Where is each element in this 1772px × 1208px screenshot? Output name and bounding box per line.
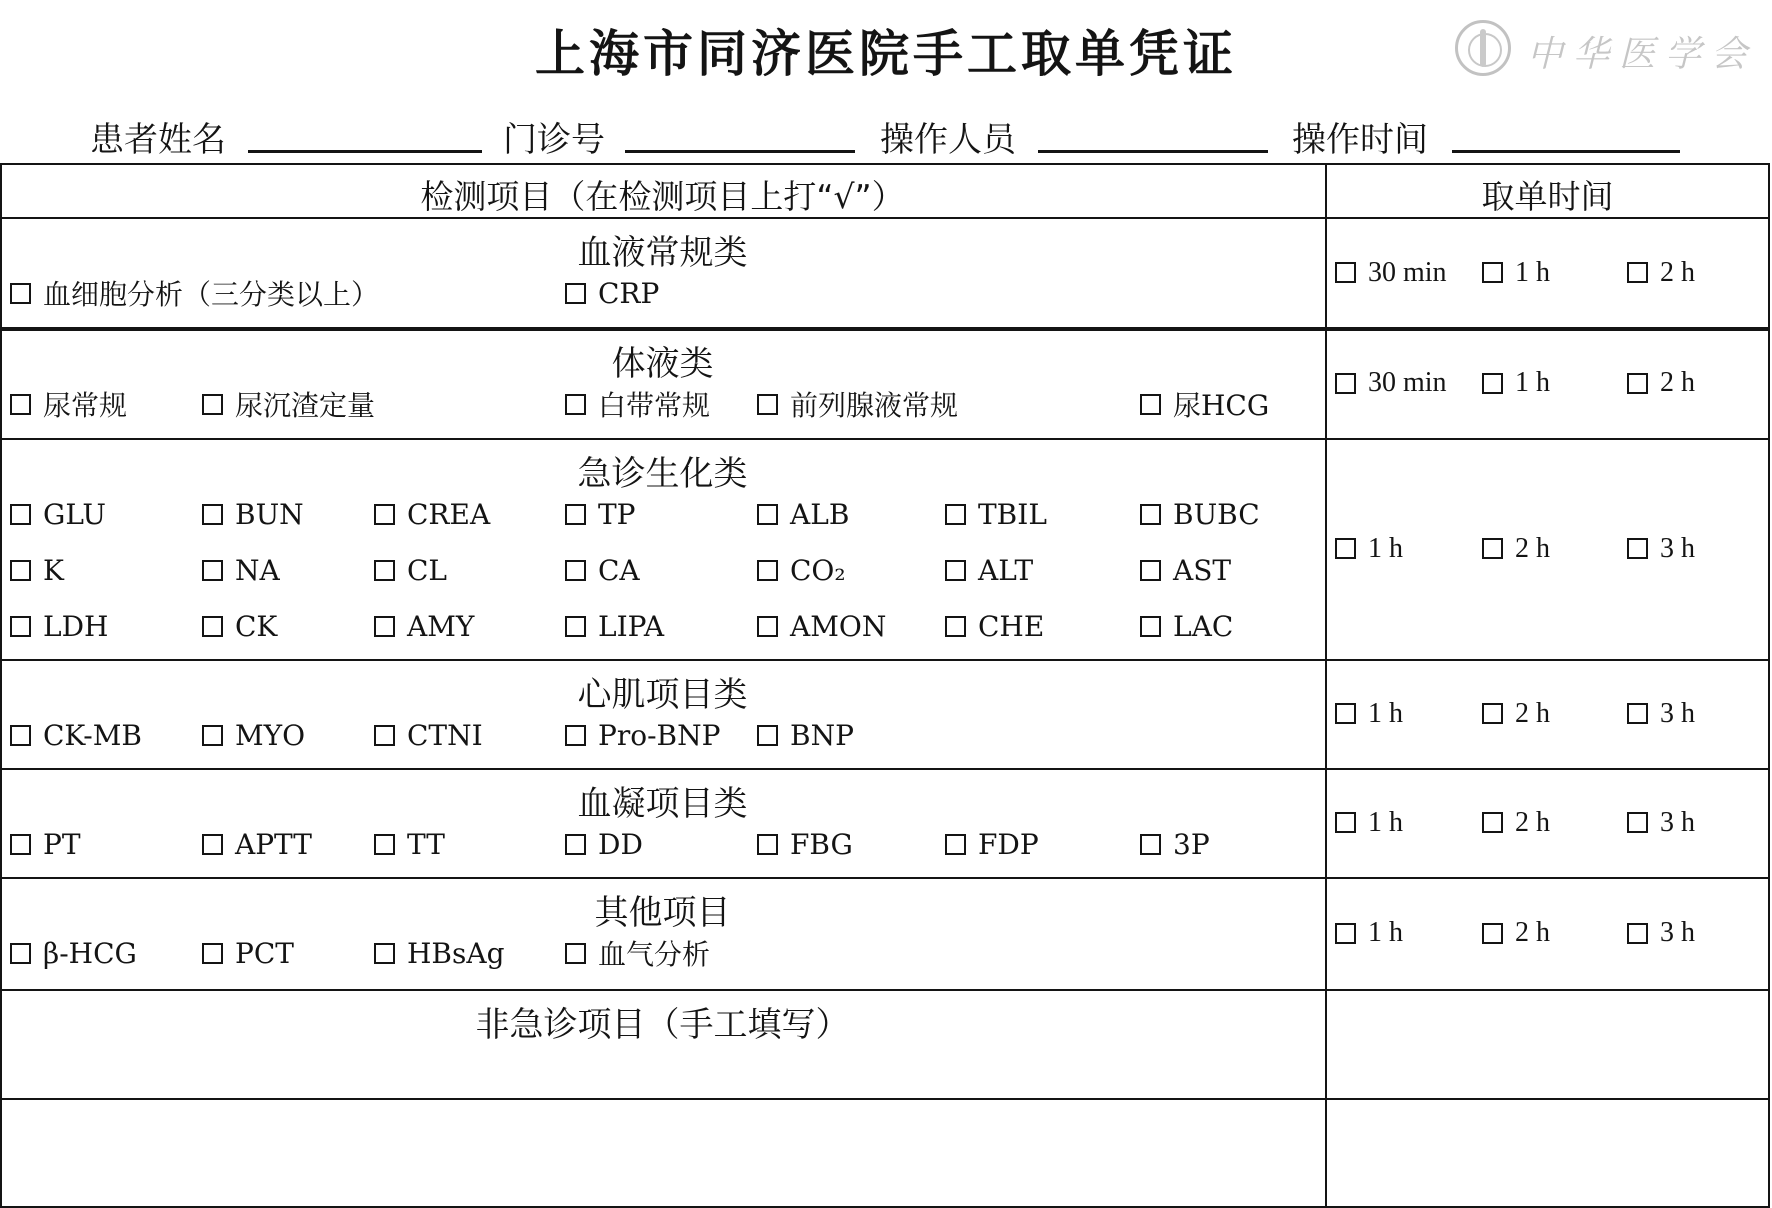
checkbox-square-icon[interactable] xyxy=(1335,538,1356,559)
checkbox-square-icon[interactable] xyxy=(1140,834,1161,855)
test-item-label: TP xyxy=(598,497,636,531)
test-item-label: CTNI xyxy=(407,718,483,752)
checkbox-square-icon[interactable] xyxy=(374,504,395,525)
test-item-checkbox[interactable] xyxy=(10,552,64,588)
pickup-time-checkbox[interactable] xyxy=(1482,805,1550,841)
pickup-time-label: 2 h xyxy=(1660,256,1695,288)
test-item-checkbox[interactable] xyxy=(757,826,853,862)
test-item-checkbox[interactable] xyxy=(202,552,280,588)
test-item-label: 血细胞分析（三分类以上） xyxy=(43,278,380,311)
test-item-label: CK-MB xyxy=(43,718,143,752)
checkbox-square-icon[interactable] xyxy=(565,504,586,525)
checkbox-square-icon[interactable] xyxy=(565,943,586,964)
section-category-title: 体液类 xyxy=(611,344,714,384)
checkbox-square-icon[interactable] xyxy=(565,616,586,637)
test-item-label: 尿沉渣定量 xyxy=(235,389,376,422)
test-item-label: 白带常规 xyxy=(598,389,711,422)
test-item-checkbox[interactable] xyxy=(374,717,483,753)
table-row-divider xyxy=(0,327,1770,331)
section-category-title: 血液常规类 xyxy=(577,233,748,273)
field-input-line[interactable] xyxy=(1038,126,1268,153)
pickup-time-checkbox[interactable] xyxy=(1335,805,1403,841)
pickup-time-label: 2 h xyxy=(1515,806,1550,838)
pickup-time-checkbox[interactable] xyxy=(1335,255,1447,291)
field-label: 门诊号 xyxy=(503,120,605,160)
checkbox-square-icon[interactable] xyxy=(757,725,778,746)
test-item-label: AMY xyxy=(407,609,475,643)
test-item-label: K xyxy=(43,553,64,587)
checkbox-square-icon[interactable] xyxy=(1335,923,1356,944)
checkbox-square-icon[interactable] xyxy=(1482,373,1503,394)
checkbox-square-icon[interactable] xyxy=(945,560,966,581)
test-item-checkbox[interactable] xyxy=(1140,386,1269,422)
field-label: 操作人员 xyxy=(880,120,1016,160)
field-input-line[interactable] xyxy=(248,126,482,153)
header-test-items: 检测项目（在检测项目上打“√”） xyxy=(420,177,905,216)
test-item-label: GLU xyxy=(43,497,107,531)
test-item-label: LAC xyxy=(1173,609,1234,643)
test-item-checkbox[interactable] xyxy=(374,608,474,644)
test-item-label: LDH xyxy=(43,609,109,643)
pickup-time-checkbox[interactable] xyxy=(1482,531,1550,567)
test-item-label: 尿HCG xyxy=(1173,389,1270,422)
test-item-label: 血气分析 xyxy=(598,938,711,971)
pickup-time-label: 2 h xyxy=(1515,532,1550,564)
checkbox-square-icon[interactable] xyxy=(374,943,395,964)
test-item-label: MYO xyxy=(235,718,306,752)
checkbox-square-icon[interactable] xyxy=(945,834,966,855)
pickup-time-label: 1 h xyxy=(1368,697,1403,729)
test-item-checkbox[interactable] xyxy=(565,608,664,644)
test-item-label: BUN xyxy=(235,497,304,531)
non-emergency-items-title: 非急诊项目（手工填写） xyxy=(475,1005,850,1045)
checkbox-square-icon[interactable] xyxy=(1335,703,1356,724)
section-category-title: 急诊生化类 xyxy=(577,454,748,494)
table-row-divider xyxy=(0,659,1770,661)
pickup-time-checkbox[interactable] xyxy=(1335,365,1447,401)
table-row-divider xyxy=(0,989,1770,991)
test-item-label: AMON xyxy=(790,609,887,643)
test-item-checkbox[interactable] xyxy=(202,717,305,753)
pickup-time-label: 2 h xyxy=(1660,367,1695,398)
test-item-checkbox[interactable] xyxy=(1140,552,1231,588)
checkbox-square-icon[interactable] xyxy=(10,725,31,746)
table-row-divider xyxy=(0,877,1770,879)
test-item-checkbox[interactable] xyxy=(374,552,447,588)
society-seal-icon xyxy=(1455,20,1511,76)
checkbox-square-icon[interactable] xyxy=(10,283,31,304)
checkbox-square-icon[interactable] xyxy=(1627,923,1648,944)
test-item-checkbox[interactable] xyxy=(757,608,886,644)
test-item-checkbox[interactable] xyxy=(10,717,142,753)
pickup-time-label: 30 min xyxy=(1368,367,1447,398)
pickup-time-label: 1 h xyxy=(1368,806,1403,838)
test-item-checkbox[interactable] xyxy=(1140,496,1260,532)
pickup-time-label: 3 h xyxy=(1660,917,1695,948)
checkbox-square-icon[interactable] xyxy=(565,283,586,304)
test-item-label: PT xyxy=(43,827,81,861)
test-item-checkbox[interactable] xyxy=(10,275,379,311)
test-item-label: FDP xyxy=(978,827,1039,861)
checkbox-square-icon[interactable] xyxy=(202,725,223,746)
table-row-divider xyxy=(0,438,1770,440)
test-item-label: CA xyxy=(598,553,640,587)
test-item-checkbox[interactable] xyxy=(10,386,127,422)
pickup-time-checkbox[interactable] xyxy=(1627,255,1695,291)
checkbox-square-icon[interactable] xyxy=(757,616,778,637)
pickup-time-checkbox[interactable] xyxy=(1627,915,1695,951)
checkbox-square-icon[interactable] xyxy=(1140,504,1161,525)
pickup-time-label: 2 h xyxy=(1515,697,1550,729)
test-item-checkbox[interactable] xyxy=(757,717,854,753)
test-item-checkbox[interactable] xyxy=(10,935,137,971)
test-item-label: Pro-BNP xyxy=(598,718,721,752)
pickup-time-checkbox[interactable] xyxy=(1335,696,1403,732)
checkbox-square-icon[interactable] xyxy=(945,616,966,637)
test-item-label: BNP xyxy=(790,718,854,752)
pickup-time-checkbox[interactable] xyxy=(1335,531,1403,567)
table-row-divider xyxy=(0,163,1770,165)
test-item-checkbox[interactable] xyxy=(202,496,304,532)
checkbox-square-icon[interactable] xyxy=(1627,262,1648,283)
test-item-label: TBIL xyxy=(978,497,1047,531)
test-item-label: CRP xyxy=(598,276,660,310)
test-item-checkbox[interactable] xyxy=(757,496,849,532)
test-item-label: CHE xyxy=(978,609,1045,643)
test-item-label: β-HCG xyxy=(43,936,137,970)
checkbox-square-icon[interactable] xyxy=(565,725,586,746)
test-item-checkbox[interactable] xyxy=(757,552,846,588)
checkbox-square-icon[interactable] xyxy=(1140,616,1161,637)
checkbox-square-icon[interactable] xyxy=(202,616,223,637)
test-item-label: DD xyxy=(598,827,643,861)
test-item-checkbox[interactable] xyxy=(565,826,643,862)
test-item-label: TT xyxy=(407,827,445,861)
test-item-checkbox[interactable] xyxy=(202,935,294,971)
test-item-checkbox[interactable] xyxy=(565,552,640,588)
non-emergency-write-area[interactable] xyxy=(4,1053,1319,1193)
test-item-checkbox[interactable] xyxy=(1140,608,1233,644)
checkbox-square-icon[interactable] xyxy=(202,560,223,581)
checkbox-square-icon[interactable] xyxy=(565,394,586,415)
pickup-time-label: 30 min xyxy=(1368,256,1447,288)
checkbox-square-icon[interactable] xyxy=(202,834,223,855)
test-item-label: AST xyxy=(1173,553,1232,587)
table-column-divider xyxy=(1768,163,1770,1207)
checkbox-square-icon[interactable] xyxy=(202,943,223,964)
pickup-time-label: 1 h xyxy=(1368,917,1403,948)
test-item-label: FBG xyxy=(790,827,853,861)
pickup-time-checkbox[interactable] xyxy=(1335,915,1403,951)
test-item-label: LIPA xyxy=(598,609,665,643)
pickup-time-checkbox[interactable] xyxy=(1627,805,1695,841)
pickup-time-label: 1 h xyxy=(1515,256,1550,288)
test-item-label: NA xyxy=(235,553,280,587)
test-item-checkbox[interactable] xyxy=(565,717,720,753)
table-row-divider xyxy=(0,768,1770,770)
test-item-checkbox[interactable] xyxy=(202,826,312,862)
checkbox-square-icon[interactable] xyxy=(1482,262,1503,283)
checkbox-square-icon[interactable] xyxy=(757,560,778,581)
checkbox-square-icon[interactable] xyxy=(202,504,223,525)
test-item-label: CL xyxy=(407,553,448,587)
checkbox-square-icon[interactable] xyxy=(1335,812,1356,833)
test-item-checkbox[interactable] xyxy=(374,826,445,862)
checkbox-square-icon[interactable] xyxy=(565,560,586,581)
checkbox-square-icon[interactable] xyxy=(757,834,778,855)
checkbox-square-icon[interactable] xyxy=(374,725,395,746)
header-pickup-time: 取单时间 xyxy=(1481,177,1614,216)
checkbox-square-icon[interactable] xyxy=(10,394,31,415)
checkbox-square-icon[interactable] xyxy=(1335,373,1356,394)
test-item-label: 尿常规 xyxy=(43,389,128,422)
pickup-time-label: 2 h xyxy=(1515,917,1550,948)
test-item-label: CK xyxy=(235,609,278,643)
checkbox-square-icon[interactable] xyxy=(757,504,778,525)
test-item-checkbox[interactable] xyxy=(1140,826,1210,862)
test-item-checkbox[interactable] xyxy=(10,608,108,644)
checkbox-square-icon[interactable] xyxy=(1627,373,1648,394)
test-item-label: 前列腺液常规 xyxy=(790,389,959,422)
test-item-checkbox[interactable] xyxy=(202,608,277,644)
table-column-divider xyxy=(1325,163,1327,1207)
pickup-time-checkbox[interactable] xyxy=(1627,696,1695,732)
pickup-time-label: 3 h xyxy=(1660,532,1695,564)
test-item-checkbox[interactable] xyxy=(565,935,710,971)
checkbox-square-icon[interactable] xyxy=(757,394,778,415)
checkbox-square-icon[interactable] xyxy=(374,834,395,855)
pickup-time-label: 1 h xyxy=(1515,367,1550,398)
pickup-time-checkbox[interactable] xyxy=(1482,696,1550,732)
pickup-time-checkbox[interactable] xyxy=(1482,365,1550,401)
section-category-title: 血凝项目类 xyxy=(577,784,748,824)
checkbox-square-icon[interactable] xyxy=(1627,703,1648,724)
test-item-label: APTT xyxy=(235,827,312,861)
test-item-checkbox[interactable] xyxy=(945,496,1047,532)
test-item-checkbox[interactable] xyxy=(565,275,659,311)
test-item-checkbox[interactable] xyxy=(565,496,636,532)
checkbox-square-icon[interactable] xyxy=(945,504,966,525)
pickup-time-label: 3 h xyxy=(1660,697,1695,729)
test-item-label: PCT xyxy=(235,936,294,970)
checkbox-square-icon[interactable] xyxy=(1140,394,1161,415)
checkbox-square-icon[interactable] xyxy=(1482,538,1503,559)
checkbox-square-icon[interactable] xyxy=(10,834,31,855)
checkbox-square-icon[interactable] xyxy=(1482,923,1503,944)
checkbox-square-icon[interactable] xyxy=(1627,538,1648,559)
checkbox-square-icon[interactable] xyxy=(374,616,395,637)
non-emergency-time-area[interactable] xyxy=(1329,993,1764,1193)
pickup-time-checkbox[interactable] xyxy=(1627,365,1695,401)
pickup-time-label: 1 h xyxy=(1368,532,1403,564)
watermark-text: 中华医学会 xyxy=(1527,34,1758,75)
pickup-time-checkbox[interactable] xyxy=(1482,915,1550,951)
checkbox-square-icon[interactable] xyxy=(10,943,31,964)
checkbox-square-icon[interactable] xyxy=(1140,560,1161,581)
pickup-time-checkbox[interactable] xyxy=(1627,531,1695,567)
checkbox-square-icon[interactable] xyxy=(202,394,223,415)
checkbox-square-icon[interactable] xyxy=(374,560,395,581)
test-request-table xyxy=(0,163,1770,1207)
checkbox-square-icon[interactable] xyxy=(565,834,586,855)
section-category-title: 其他项目 xyxy=(594,893,731,933)
test-item-label: BUBC xyxy=(1173,497,1260,531)
test-item-label: 3P xyxy=(1173,827,1210,861)
test-item-label: ALT xyxy=(978,553,1034,587)
checkbox-square-icon[interactable] xyxy=(1482,703,1503,724)
pickup-time-label: 3 h xyxy=(1660,806,1695,838)
test-item-checkbox[interactable] xyxy=(565,386,710,422)
checkbox-square-icon[interactable] xyxy=(1482,812,1503,833)
checkbox-square-icon[interactable] xyxy=(10,616,31,637)
pickup-time-checkbox[interactable] xyxy=(1482,255,1550,291)
test-item-checkbox[interactable] xyxy=(202,386,375,422)
watermark-logo xyxy=(1455,16,1758,88)
test-item-checkbox[interactable] xyxy=(945,552,1033,588)
test-item-label: ALB xyxy=(790,497,850,531)
test-item-label: CREA xyxy=(407,497,491,531)
field-input-line[interactable] xyxy=(625,126,855,153)
document-title: 上海市同济医院手工取单凭证 xyxy=(535,25,1237,83)
checkbox-square-icon[interactable] xyxy=(1627,812,1648,833)
test-item-checkbox[interactable] xyxy=(10,496,106,532)
test-item-checkbox[interactable] xyxy=(374,496,490,532)
test-item-checkbox[interactable] xyxy=(945,826,1039,862)
field-label: 患者姓名 xyxy=(90,120,226,160)
field-label: 操作时间 xyxy=(1292,120,1428,160)
section-category-title: 心肌项目类 xyxy=(577,675,748,715)
checkbox-square-icon[interactable] xyxy=(10,560,31,581)
checkbox-square-icon[interactable] xyxy=(1335,262,1356,283)
test-item-label: CO₂ xyxy=(790,553,846,587)
test-item-checkbox[interactable] xyxy=(757,386,958,422)
checkbox-square-icon[interactable] xyxy=(10,504,31,525)
test-item-checkbox[interactable] xyxy=(10,826,81,862)
test-item-checkbox[interactable] xyxy=(374,935,505,971)
field-input-line[interactable] xyxy=(1452,126,1680,153)
test-item-label: HBsAg xyxy=(407,936,505,970)
test-item-checkbox[interactable] xyxy=(945,608,1044,644)
